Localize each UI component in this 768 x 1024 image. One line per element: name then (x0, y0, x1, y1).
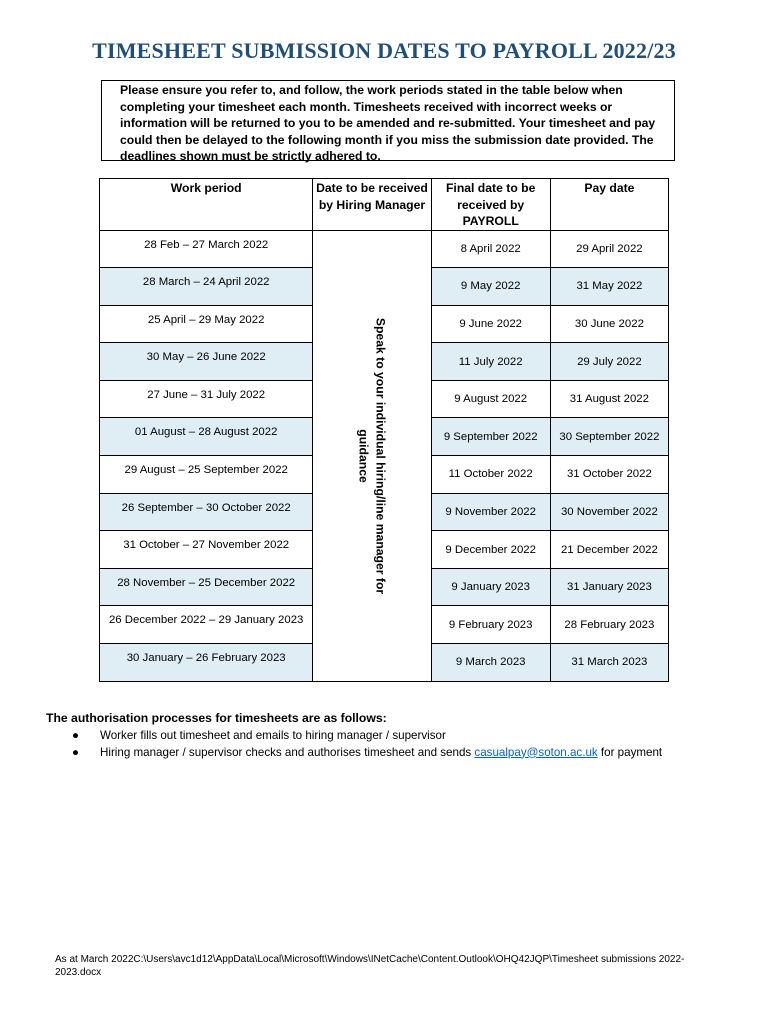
cell-pay-date: 31 May 2022 (550, 268, 668, 306)
cell-final-date: 9 September 2022 (431, 418, 550, 456)
cell-work-period: 26 September – 30 October 2022 (100, 493, 313, 531)
authorisation-heading: The authorisation processes for timesheets are as follows: (46, 711, 387, 725)
cell-pay-date: 29 July 2022 (550, 343, 668, 381)
table-row (100, 230, 669, 268)
table-header-row (100, 179, 669, 231)
list-item-text: for payment (597, 745, 663, 759)
cell-final-date: 9 November 2022 (431, 493, 550, 531)
cell-work-period: 27 June – 31 July 2022 (100, 380, 313, 418)
cell-pay-date: 31 October 2022 (550, 456, 668, 494)
notice-box: Please ensure you refer to, and follow, the work periods stated in the table below when completing your timesheet each month. Timesheets received with incorrect weeks or information will be returned to you to be amended and re-submitted. Your timesheet and pay could then be delayed to the following month if you miss the submission date provided. The deadlines shown must be strictly adhered to. (101, 80, 675, 161)
cell-work-period: 29 August – 25 September 2022 (100, 456, 313, 494)
cell-final-date: 9 December 2022 (431, 531, 550, 569)
cell-work-period: 30 May – 26 June 2022 (100, 343, 313, 381)
cell-final-date: 11 October 2022 (431, 456, 550, 494)
cell-work-period: 25 April – 29 May 2022 (100, 305, 313, 343)
cell-work-period: 26 December 2022 – 29 January 2023 (100, 606, 313, 644)
list-item (72, 728, 662, 745)
header-payroll: Final date to be received by PAYROLL (431, 179, 550, 231)
cell-pay-date: 31 March 2023 (550, 644, 668, 682)
header-work-period: Work period (100, 179, 313, 231)
hiring-manager-note-text: Speak to your individual hiring/line manager for guidance (356, 317, 388, 594)
list-item-text: Hiring manager / supervisor checks and authorises timesheet and sends (100, 745, 475, 759)
cell-work-period: 28 November – 25 December 2022 (100, 568, 313, 606)
list-item-text: Worker fills out timesheet and emails to hiring manager / supervisor (100, 729, 446, 742)
cell-work-period: 31 October – 27 November 2022 (100, 531, 313, 569)
email-link[interactable]: casualpay@soton.ac.uk (474, 745, 598, 759)
list-item (72, 745, 662, 762)
cell-pay-date: 31 August 2022 (550, 380, 668, 418)
cell-pay-date: 31 January 2023 (550, 568, 668, 606)
cell-work-period: 28 March – 24 April 2022 (100, 268, 313, 306)
cell-final-date: 9 February 2023 (431, 606, 550, 644)
cell-pay-date: 28 February 2023 (550, 606, 668, 644)
cell-pay-date: 30 November 2022 (550, 493, 668, 531)
page-title: TIMESHEET SUBMISSION DATES TO PAYROLL 2022/23 (92, 38, 676, 63)
cell-final-date: 9 August 2022 (431, 380, 550, 418)
bullet-icon: ● (72, 745, 80, 759)
cell-pay-date: 30 September 2022 (550, 418, 668, 456)
cell-final-date: 11 July 2022 (431, 343, 550, 381)
cell-final-date: 9 May 2022 (431, 268, 550, 306)
cell-final-date: 9 June 2022 (431, 305, 550, 343)
cell-final-date: 8 April 2022 (431, 230, 550, 268)
cell-pay-date: 29 April 2022 (550, 230, 668, 268)
header-hiring-manager: Date to be received by Hiring Manager (313, 179, 431, 231)
cell-work-period: 28 Feb – 27 March 2022 (100, 230, 313, 268)
cell-hiring-manager-note (313, 230, 431, 681)
bullet-icon: ● (72, 729, 80, 742)
cell-pay-date: 21 December 2022 (550, 531, 668, 569)
cell-pay-date: 30 June 2022 (550, 305, 668, 343)
authorisation-list (72, 728, 662, 761)
cell-final-date: 9 March 2023 (431, 644, 550, 682)
footer-path: As at March 2022C:\Users\avc1d12\AppData\Local\Microsoft\Windows\INetCache\Content.Outlook\OHQ42JQP\Timesheet submissions 2022-2023.docx (55, 954, 685, 978)
cell-work-period: 30 January – 26 February 2023 (100, 644, 313, 682)
header-pay-date: Pay date (550, 179, 668, 231)
cell-final-date: 9 January 2023 (431, 568, 550, 606)
cell-work-period: 01 August – 28 August 2022 (100, 418, 313, 456)
submission-dates-table (99, 178, 669, 682)
